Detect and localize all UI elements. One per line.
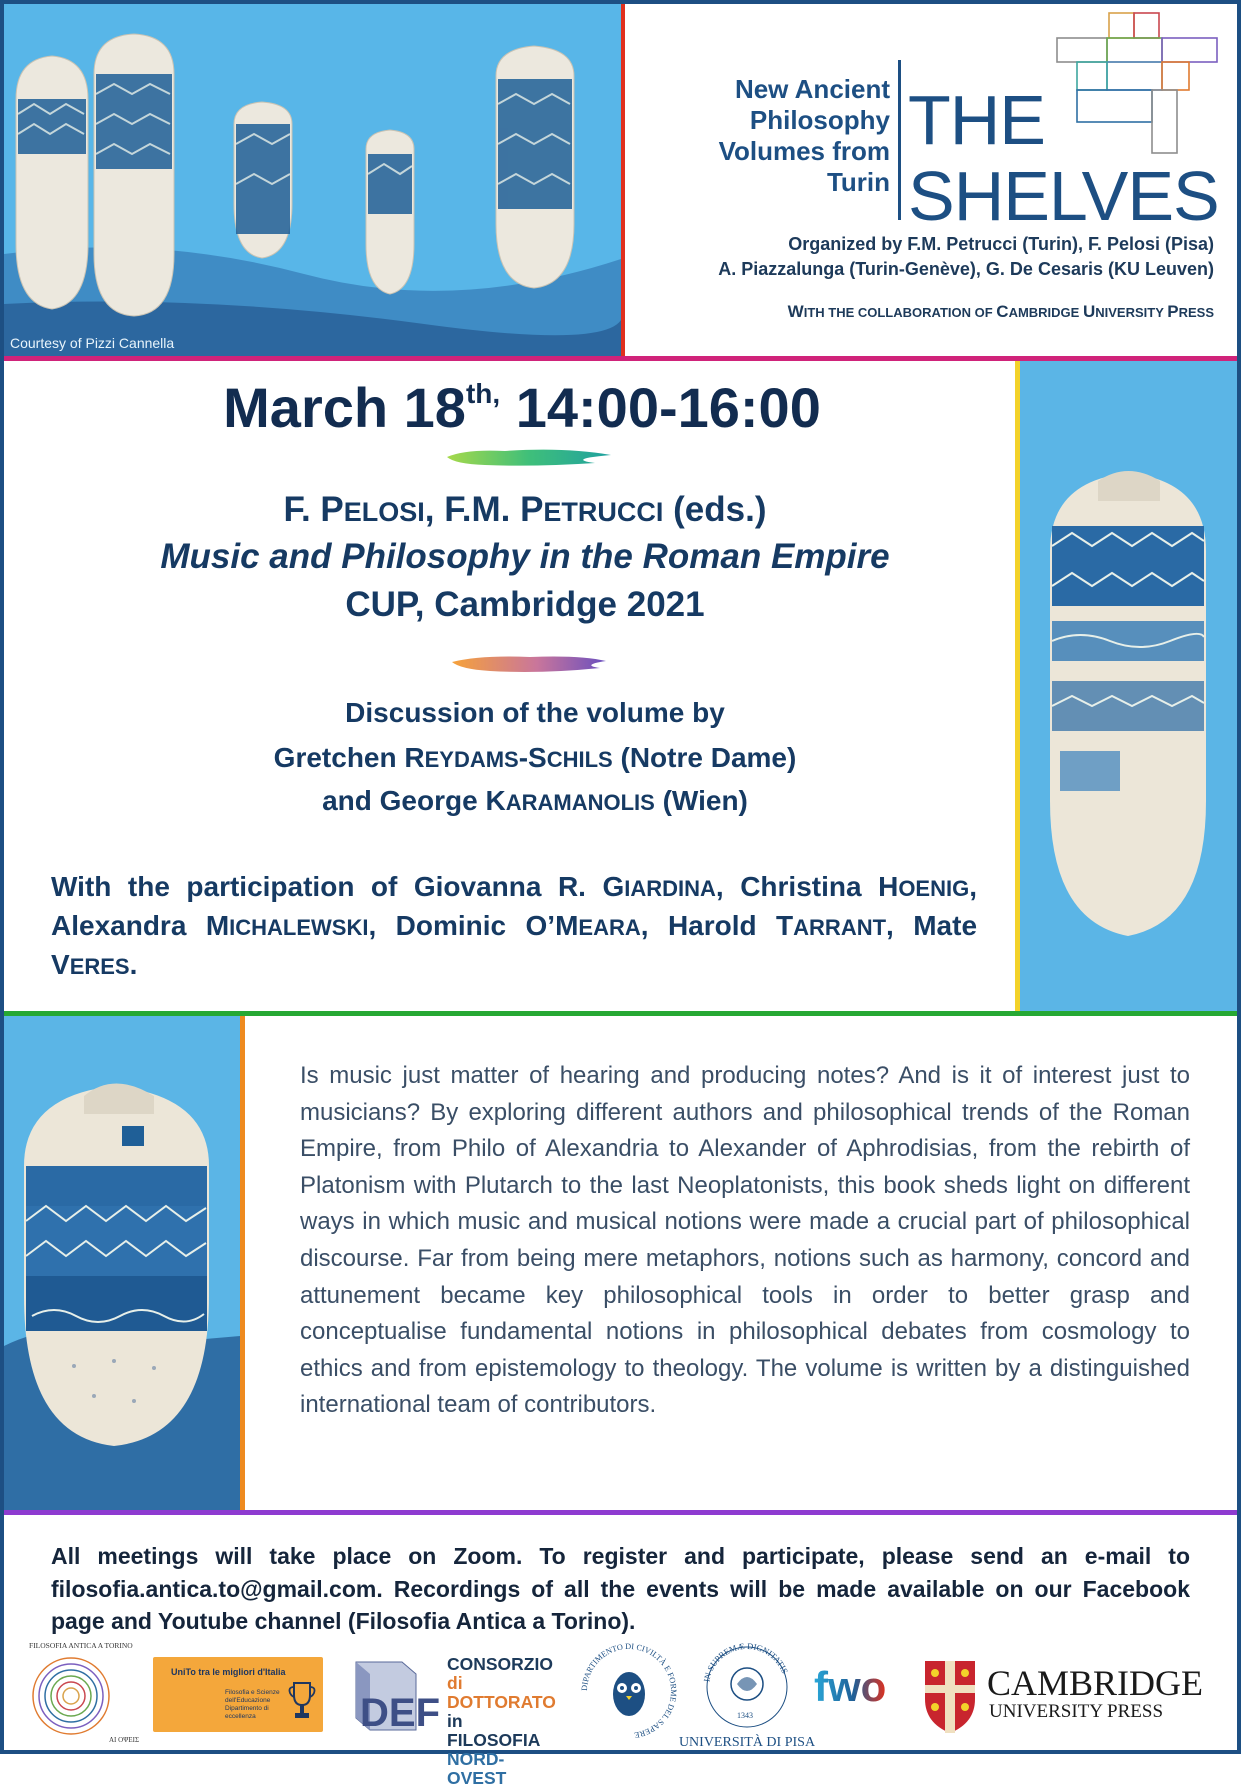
participation-text: , Mate [886,910,978,941]
unito-line: Filosofia e Scienze dell'Educazione [225,1689,280,1704]
discussant-part: EYDAMS [424,747,519,772]
filosofia-antica-torino-logo-icon [27,1640,154,1744]
collab-part: P [1167,302,1179,321]
participant-name: ICHALEWSKI [229,915,369,940]
editor-part: ETRUCCI [543,497,664,527]
pisa-ring-text: IN SUPREMÆ DIGNITATIS [701,1640,791,1683]
unito-line: UniTo tra le migliori d'Italia [171,1667,286,1677]
participation-text: , Dominic [368,910,526,941]
collab-part: C [996,302,1009,321]
discussant-part: and George [322,785,486,816]
svg-text:IN SUPREMÆ DIGNITATIS [701,1641,790,1683]
participation-text: , Harold [640,910,777,941]
vase-painting-right [1020,361,1237,1011]
book-editors [0,490,1050,530]
editor-part: ELOSI [343,497,425,527]
purple-divider [4,1510,1237,1515]
cup-line1: CAMBRIDGE [987,1663,1204,1703]
event-time: 14:00-16:00 [500,376,821,439]
participant-name: EARA [578,915,641,940]
event-date [0,375,1044,440]
fwo-logo [814,1664,908,1710]
collab-part: W [787,302,804,321]
participant-name: ERES [69,954,130,979]
discussant-part: Gretchen [273,742,405,773]
series-line: Turin [826,167,890,197]
participant-name: IARDINA [624,876,716,901]
collab-part: AMBRIDGE [1008,305,1083,320]
discussant-part: (Wien) [654,785,748,816]
participation-text: , Alexandra [51,871,977,941]
def-department-logo-icon [346,1656,440,1735]
unito-text [225,1689,287,1721]
participant-name: V [51,949,70,980]
series-line: Volumes from [718,136,890,166]
pisa-name: UNIVERSITÀ DI PISA [678,1735,816,1750]
discussant-karamanolis [0,785,1070,817]
brush-stroke-orange-icon [450,652,608,676]
participant-name: M [205,910,230,941]
collab-part: U [1082,302,1096,321]
consorzio-dottorato-logo [447,1654,559,1788]
zoom-registration-note: All meetings will take place on Zoom. To register and participate, please send an e-mail to filosofia.antica.to@gmail.com. Recordings of all the events will be made available on our Facebook page and Youtube channel (Filosofia Antica a Torino). [51,1543,1190,1634]
participant-name: ARRANT [793,915,887,940]
discussant-part: R [404,742,425,773]
book-description: Is music just matter of hearing and producing notes? And is it of interest just to musicians? By exploring different authors and philosophical trends of the Roman Empire, from Philo of Alexandria to Alexander of Aphrodisias, from the rebirth of Platonism with Plutarch to the last Neoplatonists, this book sheds light on different ways in which music and musical notions were made a crucial part of philosophical discourse. Far from being mere metaphors, notions such as harmony, concord and attunement became key philosophical tools in order to better grasp and conceptualise fundamental notions in philosophical debates from cosmology to ethics and from epistemology to theology. The volume is written by a distinguished international team of contributors. [300,1062,1190,1419]
pisa-year: 1343 [737,1711,753,1720]
participation-text: , Christina [715,871,879,902]
image-credit: Courtesy of Pizzi Cannella [10,335,175,351]
brand-line: SHELVES [908,157,1219,235]
collab-part: NIVERSITY [1095,305,1168,320]
discussant-part: K [485,785,506,816]
participants [51,868,977,985]
organizers [574,232,1214,282]
organizers-line: A. Piazzalunga (Turin-Genève), G. De Cesaris (KU Leuven) [718,259,1214,279]
fat-logo-top-text: FILOSOFIA ANTICA A TORINO [29,1641,133,1650]
discussion-intro: Discussion of the volume by [345,697,725,728]
editor-part: (eds.) [663,490,767,529]
participant-name: G [602,871,625,902]
brush-stroke-green-icon [445,445,613,469]
orange-divider [240,1016,245,1510]
book-title: Music and Philosophy in the Roman Empire [160,537,890,576]
consorzio-line: in FILOSOFIA [447,1711,541,1750]
universita-di-pisa-logo-icon [675,1640,820,1750]
collab-part: RESS [1178,305,1214,320]
participation-text: . [129,949,138,980]
vase-painting-left [4,1016,240,1510]
owl-ring-text: DIPARTIMENTO DI CIVILTÀ E FORME DEL SAPERE [579,1641,679,1740]
unito-excellence-logo [153,1657,323,1732]
brand-line: THE [908,81,1045,159]
participant-name: O’M [525,910,579,941]
book-publisher: CUP, Cambridge 2021 [345,585,705,624]
cup-line2: UNIVERSITY PRESS [989,1701,1164,1722]
discussant-reydams-schils [0,742,1070,774]
owl-department-logo-icon [578,1640,680,1742]
discussant-part: (Notre Dame) [612,742,797,773]
date-main: March 18 [223,376,466,439]
editor-part: F. P [283,490,344,529]
participation-text: With the participation of Giovanna R. [51,871,603,902]
participant-name: T [776,910,794,941]
consorzio-line: NORD-OVEST [447,1749,507,1788]
series-line: New Ancient [734,74,890,104]
vases-painting-top [4,4,621,356]
series-separator [898,60,901,220]
fat-logo-bottom-text: ΑΙ ΟΨΕΙΣ [109,1736,140,1744]
series-line: Philosophy [749,105,890,135]
collaboration-note [574,302,1214,322]
trophy-icon [288,1681,316,1723]
unito-line: Dipartimento di eccellenza [225,1705,269,1720]
consorzio-line: di DOTTORATO [447,1673,556,1712]
editor-part: , F.M. P [424,490,544,529]
collab-part: ITH THE COLLABORATION OF [803,305,997,320]
fwo-text: fwo [814,1663,887,1710]
discussant-part: CHILS [546,747,613,772]
discussant-part: ARAMANOLIS [505,790,655,815]
series-subtitle [640,74,890,198]
date-suffix: th, [465,378,501,409]
def-letters: DEF [360,1691,440,1735]
consorzio-line: CONSORZIO [447,1654,553,1674]
participant-name: H [878,871,899,902]
shelves-logo-icon [1052,12,1222,154]
participant-name: OENIG [898,876,970,901]
discussant-part: -S [518,742,547,773]
cambridge-university-press-logo-icon [923,1655,1223,1735]
organizers-line: Organized by F.M. Petrucci (Turin), F. Pelosi (Pisa) [788,234,1214,254]
